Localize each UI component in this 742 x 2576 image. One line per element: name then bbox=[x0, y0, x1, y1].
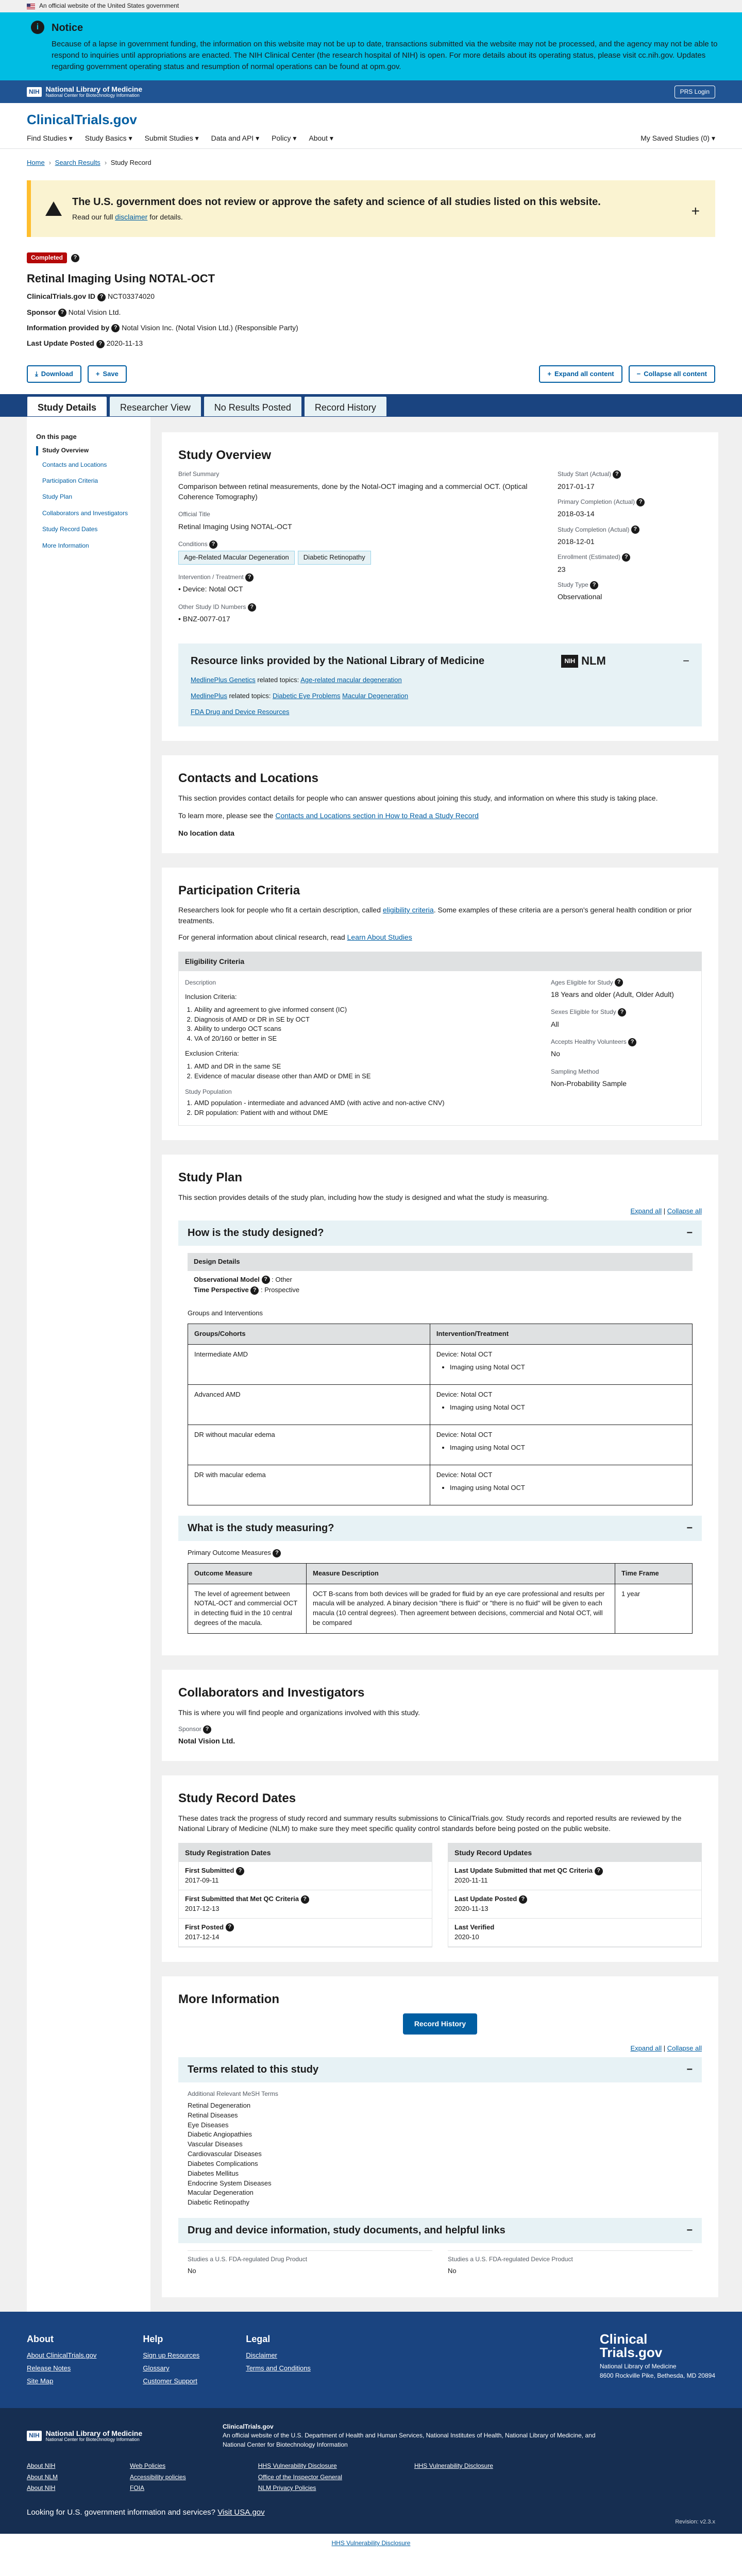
version-text: Revision: v2.3.x bbox=[675, 2519, 715, 2526]
measure-accordion[interactable]: What is the study measuring? − bbox=[178, 1516, 702, 1541]
help-icon[interactable]: ? bbox=[622, 553, 630, 562]
prs-login-button[interactable]: PRS Login bbox=[674, 86, 715, 98]
usa-gov-line: Looking for U.S. government information and services? Visit USA.gov bbox=[27, 2508, 265, 2517]
terms-accordion[interactable]: Terms related to this study − bbox=[178, 2057, 702, 2082]
footer-link[interactable]: Sign up Resources bbox=[143, 2351, 200, 2360]
brief-summary: Comparison between retinal measurements, done by the Notal-OCT imaging and a commercial OCT. (Optical Coherence Tomography) bbox=[178, 482, 528, 501]
footer-link[interactable]: FOIA bbox=[130, 2484, 145, 2492]
amd-link[interactable]: Age-related macular degeneration bbox=[300, 676, 402, 684]
record-updates: Study Record Updates Last Update Submitted that met QC Criteria ? 2020-11-11 Last Update Posted ? 2020-11-13 Last Verified 2020-10 bbox=[448, 1843, 702, 1947]
nav-study-basics[interactable]: Study Basics ▾ bbox=[85, 133, 132, 142]
help-icon[interactable]: ? bbox=[58, 309, 66, 317]
warning-icon bbox=[45, 201, 62, 216]
official-title: Retinal Imaging Using NOTAL-OCT bbox=[178, 522, 292, 531]
medlineplus-link[interactable]: MedlinePlus bbox=[191, 692, 227, 700]
nav-saved-studies[interactable]: My Saved Studies (0) ▾ bbox=[640, 133, 715, 142]
list-item: 2. Diagnosis of AMD or DR in SE by OCT bbox=[194, 1015, 535, 1025]
collab-sponsor-label: Sponsor ? bbox=[178, 1725, 702, 1734]
collab-heading: Collaborators and Investigators bbox=[178, 1686, 365, 1700]
study-meta bbox=[0, 291, 742, 348]
plan-expand-all[interactable]: Expand all bbox=[630, 1207, 662, 1215]
footer-legal-title: Legal bbox=[246, 2334, 271, 2345]
primary-label: Primary Completion (Actual) ? bbox=[558, 498, 702, 506]
status-row bbox=[0, 242, 742, 263]
footer-official-title: ClinicalTrials.gov bbox=[223, 2423, 274, 2430]
contacts-body: This section provides contact details for people who can answer questions about joining this study, and information on where this study is taking place. bbox=[178, 793, 658, 802]
download-icon: ⤓ bbox=[35, 369, 38, 378]
nlm-resources-panel bbox=[178, 643, 702, 726]
collaborators-section bbox=[162, 1670, 718, 1761]
site-title-b: Trials.gov bbox=[74, 112, 137, 128]
help-icon[interactable]: ? bbox=[96, 340, 105, 348]
official-title-label: Official Title bbox=[178, 511, 210, 518]
help-icon[interactable]: ? bbox=[273, 1549, 281, 1557]
footer-link[interactable]: Glossary bbox=[143, 2364, 170, 2372]
enroll-value: 23 bbox=[558, 565, 566, 573]
eligibility-link[interactable]: eligibility criteria bbox=[382, 906, 434, 914]
footer-link[interactable]: About ClinicalTrials.gov bbox=[27, 2351, 97, 2360]
completion-label: Study Completion (Actual) ? bbox=[558, 526, 702, 534]
contacts-heading: Contacts and Locations bbox=[178, 771, 319, 785]
study-id: NCT03374020 bbox=[107, 292, 155, 301]
table-row: DR with macular edema Device: Notal OCT • Imaging using Notal OCT bbox=[188, 1465, 693, 1505]
sidebar-item-study-plan[interactable]: Study Plan bbox=[42, 493, 73, 501]
medlineplus-genetics-link[interactable]: MedlinePlus Genetics bbox=[191, 676, 256, 684]
main-content bbox=[162, 417, 718, 2312]
list-item: Retinal Diseases bbox=[188, 2111, 238, 2119]
contacts-learn: To learn more, please see the Contacts and Locations section in How to Read a Study Record bbox=[178, 811, 479, 820]
footer-about-title: About bbox=[27, 2334, 54, 2345]
gov-banner bbox=[0, 0, 742, 12]
site-logo[interactable] bbox=[27, 110, 715, 130]
criteria-heading: Participation Criteria bbox=[178, 883, 300, 897]
sexes-value: All bbox=[551, 1020, 559, 1028]
help-icon[interactable]: ? bbox=[71, 254, 79, 262]
resources-title: Resource links provided by the National Library of Medicine bbox=[191, 655, 485, 667]
study-plan-section: Study Plan This section provides details of the study plan, including how the study is designed and what the study is measuring. Expand all | Collapse all How is the study designed? − Design Details Observational Model ? : Other Time Perspective ? : Prospective Groups and Interventions Groups/Cohorts Intervention/Treatment Intermediate AMD Device: Notal OCT • Imaging using Notal OCT Advanced AMD Device: Notal OCT • Imaging using Notal OCT DR without macular edema Device: Notal OCT • Imaging using Notal OCT DR with macular edema Device: Notal OCT • Imaging using Notal OCT What is the study measuring? − Primary Outcome Measures ? Outcome Measure Measure Description Time Frame The level of agreement between NOTAL-OCT and commercial OCT in detecting fluid in the 10 central degrees of the macula. OCT B-scans from both devices will be graded for fluid by an eye care professional and results per macula will be analyzed. A binary decision "there is fluid" or "there is no fluid" will be given to each macula (10 central degrees). Then agreement between decisions, commercial and Notal OCT, will be compared 1 year bbox=[162, 1155, 718, 1655]
nlm-logo[interactable] bbox=[27, 86, 142, 98]
sidebar-item-study-overview[interactable]: Study Overview bbox=[36, 446, 141, 455]
list-item: 3. Ability to undergo OCT scans bbox=[194, 1024, 535, 1034]
footer-link[interactable]: NLM Privacy Policies bbox=[258, 2484, 316, 2492]
help-icon[interactable]: ? bbox=[595, 1867, 603, 1875]
help-icon[interactable]: ? bbox=[226, 1923, 234, 1931]
intervention-value: • Device: Notal OCT bbox=[178, 585, 243, 594]
groups-table bbox=[188, 1324, 693, 1505]
more-info-section: More Information Record History Expand all | Collapse all Terms related to this study − Additional Relevant MeSH Terms Retinal Degeneration Retinal Diseases Eye Diseases Diabetic Angiopathies Vascular Diseases Cardiovascular Diseases Diabetes Complications Diabetes Mellitus Endocrine System Diseases Macular Degeneration Diabetic Retinopathy Drug and device information, study documents, and helpful links − Studies a U.S. FDA-regulated Drug Product No Studies a U.S. FDA-regulated Device Product No bbox=[162, 1976, 718, 2298]
collapse-icon: − bbox=[686, 2064, 693, 2076]
start-label: Study Start (Actual) ? bbox=[558, 470, 702, 479]
footer-link[interactable]: Accessibility policies bbox=[130, 2473, 186, 2481]
tab-bar bbox=[0, 394, 742, 417]
list-item: Retinal Degeneration bbox=[188, 2101, 251, 2109]
tab-study-details[interactable]: Study Details bbox=[27, 396, 107, 417]
expand-plus-icon[interactable]: + bbox=[691, 203, 700, 219]
footer-link[interactable]: About NIH bbox=[27, 2462, 56, 2470]
help-icon[interactable]: ? bbox=[618, 1008, 626, 1016]
description-label: Description bbox=[185, 978, 216, 986]
table-row: The level of agreement between NOTAL-OCT and commercial OCT in detecting fluid in the 10 central degrees of the macula. OCT B-scans from both devices will be graded for fluid by an eye care professional and results per macula will be analyzed. A binary decision "there is fluid" or "there is no fluid" will be given to each macula (10 central degrees). Then agreement between decisions, commercial and Notal OCT, will be compared 1 year bbox=[188, 1584, 693, 1633]
site-header bbox=[0, 103, 742, 130]
sexes-label: Sexes Eligible for Study ? bbox=[551, 1008, 695, 1016]
plan-intro: This section provides details of the study plan, including how the study is designed and what the study is measuring. bbox=[178, 1193, 549, 1201]
table-row: Advanced AMD Device: Notal OCT • Imaging using Notal OCT bbox=[188, 1384, 693, 1425]
tab-no-results[interactable]: No Results Posted bbox=[204, 396, 302, 417]
list-item: Diabetic Retinopathy bbox=[188, 2198, 249, 2207]
help-icon[interactable]: ? bbox=[245, 573, 254, 582]
table-row: DR without macular edema Device: Notal OCT • Imaging using Notal OCT bbox=[188, 1425, 693, 1465]
sidebar-item-contacts[interactable]: Contacts and Locations bbox=[42, 461, 107, 468]
contacts-learn-link[interactable]: Contacts and Locations section in How to Read a Study Record bbox=[275, 811, 479, 820]
criteria-intro: Researchers look for people who fit a certain description, called eligibility criteria. Some examples of these criteria are a person's general health condition or prior treatments. bbox=[178, 906, 692, 925]
info-value: Notal Vision Inc. (Notal Vision Ltd.) (Responsible Party) bbox=[122, 323, 298, 332]
type-label: Study Type ? bbox=[558, 581, 702, 589]
footer-link[interactable]: HHS Vulnerability Disclosure bbox=[414, 2462, 493, 2470]
intervention-label: Intervention / Treatment ? bbox=[178, 573, 537, 582]
nav-policy[interactable]: Policy ▾ bbox=[272, 133, 297, 142]
help-icon[interactable]: ? bbox=[636, 498, 645, 506]
help-icon[interactable]: ? bbox=[209, 540, 217, 549]
nlm-sub: National Center for Biotechnology Information bbox=[45, 92, 140, 98]
list-item: 1. Ability and agreement to give informed consent (IC) bbox=[194, 1005, 535, 1015]
more-collapse-all[interactable]: Collapse all bbox=[667, 2044, 702, 2052]
main-nav bbox=[0, 130, 742, 149]
completion-value: 2018-12-01 bbox=[558, 537, 595, 546]
us-flag-icon bbox=[27, 4, 35, 9]
drug-label: Studies a U.S. FDA-regulated Drug Product bbox=[188, 2256, 308, 2263]
help-icon[interactable]: ? bbox=[203, 1725, 211, 1734]
outcome-table bbox=[188, 1563, 693, 1634]
tab-record-history[interactable]: Record History bbox=[304, 396, 387, 417]
sampling-value: Non-Probability Sample bbox=[551, 1079, 627, 1088]
vdp-link[interactable]: HHS Vulnerability Disclosure bbox=[331, 2539, 411, 2547]
groups-label: Groups and Interventions bbox=[188, 1309, 263, 1317]
footer-link[interactable]: Disclaimer bbox=[246, 2351, 277, 2360]
save-button[interactable]: + Save bbox=[88, 365, 127, 383]
list-item: Diabetes Complications bbox=[188, 2159, 258, 2167]
criteria-general: For general information about clinical research, read Learn About Studies bbox=[178, 933, 412, 941]
list-item: Eye Diseases bbox=[188, 2121, 229, 2129]
collapse-all-button[interactable]: − Collapse all content bbox=[629, 365, 715, 383]
page-layout bbox=[0, 417, 742, 2312]
footer-link[interactable]: Web Policies bbox=[130, 2462, 166, 2470]
breadcrumb: Home › Search Results › Study Record bbox=[27, 159, 151, 167]
time-label: Time Perspective bbox=[194, 1286, 249, 1294]
list-item: Diabetes Mellitus bbox=[188, 2169, 239, 2177]
help-icon[interactable]: ? bbox=[519, 1895, 527, 1904]
list-item: Diabetic Angiopathies bbox=[188, 2130, 252, 2139]
enroll-label: Enrollment (Estimated) ? bbox=[558, 553, 702, 562]
study-overview-section bbox=[162, 432, 718, 741]
design-accordion[interactable]: How is the study designed? − bbox=[178, 1221, 702, 1246]
help-icon[interactable]: ? bbox=[97, 293, 106, 301]
more-expand-all[interactable]: Expand all bbox=[630, 2044, 662, 2052]
notice-alert bbox=[0, 12, 742, 80]
time-value: : Prospective bbox=[260, 1286, 300, 1294]
update-label: Last Update Posted bbox=[27, 339, 94, 348]
help-icon[interactable]: ? bbox=[628, 1038, 636, 1046]
disclaimer-title: The U.S. government does not review or approve the safety and science of all studies listed on this website. bbox=[72, 196, 601, 208]
update-value: 2020-11-13 bbox=[106, 339, 143, 348]
collapse-icon: − bbox=[686, 1522, 693, 1534]
drug-device-accordion[interactable]: Drug and device information, study documents, and helpful links − bbox=[178, 2218, 702, 2243]
sidebar-item-record-dates[interactable]: Study Record Dates bbox=[42, 526, 98, 533]
site-title-a: Clinical bbox=[27, 112, 75, 128]
footer-help-title: Help bbox=[143, 2334, 163, 2345]
resource-line-genetics: MedlinePlus Genetics related topics: Age-related macular degeneration bbox=[191, 676, 402, 684]
dates-heading: Study Record Dates bbox=[178, 1791, 296, 1805]
ages-value: 18 Years and older (Adult, Older Adult) bbox=[551, 990, 674, 998]
footer-link[interactable]: Site Map bbox=[27, 2377, 54, 2385]
footer-links bbox=[27, 2462, 715, 2495]
eligibility-title: Eligibility Criteria bbox=[179, 952, 701, 971]
col-timeframe: Time Frame bbox=[615, 1563, 693, 1584]
nih-logo-icon: NIH bbox=[27, 2431, 42, 2441]
col-group: Groups/Cohorts bbox=[188, 1324, 430, 1345]
nav-find-studies[interactable]: Find Studies ▾ bbox=[27, 133, 73, 142]
more-heading: More Information bbox=[178, 1992, 279, 2006]
id-label: ClinicalTrials.gov ID bbox=[27, 292, 96, 301]
footer-link[interactable]: Customer Support bbox=[143, 2377, 197, 2385]
collab-sponsor: Notal Vision Ltd. bbox=[178, 1737, 235, 1745]
footer-link[interactable]: HHS Vulnerability Disclosure bbox=[258, 2462, 337, 2470]
nlm-bar bbox=[0, 80, 742, 103]
tab-researcher-view[interactable]: Researcher View bbox=[109, 396, 201, 417]
sidebar-item-criteria[interactable]: Participation Criteria bbox=[42, 477, 98, 485]
healthy-value: No bbox=[551, 1049, 560, 1058]
nav-submit-studies[interactable]: Submit Studies ▾ bbox=[144, 133, 199, 142]
nav-about[interactable]: About ▾ bbox=[309, 133, 333, 142]
info-label: Information provided by bbox=[27, 323, 110, 332]
on-this-page-nav bbox=[27, 417, 150, 2312]
footer-top bbox=[0, 2312, 742, 2408]
disclaimer-link[interactable]: disclaimer bbox=[115, 213, 148, 222]
design-details-title: Design Details bbox=[188, 1253, 693, 1271]
device-label: Studies a U.S. FDA-regulated Device Product bbox=[448, 2256, 573, 2263]
collapse-icon[interactable]: − bbox=[683, 654, 689, 668]
footer-official-text: An official website of the U.S. Department of Health and Human Services, National Institutes of Health, National Library of Medicine, and National Center for Biotechnology Information bbox=[223, 2432, 596, 2448]
footer-brand: Clinical Trials.gov National Library of Medicine 8600 Rockville Pike, Bethesda, MD 20894 bbox=[599, 2331, 715, 2379]
usa-gov-link[interactable]: Visit USA.gov bbox=[217, 2508, 265, 2517]
list-item: 2. DR population: Patient with and without DME bbox=[194, 1108, 535, 1118]
type-value: Observational bbox=[558, 592, 602, 601]
list-item: 1. AMD and DR in the same SE bbox=[194, 1062, 535, 1072]
collapse-icon: − bbox=[686, 2225, 693, 2236]
collapse-icon: − bbox=[686, 1227, 693, 1239]
dates-intro: These dates track the progress of study record and summary results submissions to ClinicalTrials.gov. Study records and reported results are reviewed by the National Library of Medicine (NLM) to make sure they meet specific quality control standards before being posted on the public website. bbox=[178, 1814, 682, 1833]
exclusion-label: Exclusion Criteria: bbox=[185, 1049, 239, 1058]
fda-resources-link[interactable]: FDA Drug and Device Resources bbox=[191, 708, 290, 716]
nav-data-api[interactable]: Data and API ▾ bbox=[211, 133, 260, 142]
footer-link[interactable]: About NIH bbox=[27, 2484, 56, 2492]
obs-value: : Other bbox=[272, 1275, 292, 1283]
healthy-label: Accepts Healthy Volunteers ? bbox=[551, 1038, 695, 1046]
nih-logo-icon: NIH bbox=[27, 87, 42, 97]
registration-dates: Study Registration Dates First Submitted ? 2017-09-11 First Submitted that Met QC Criteria ? 2017-12-13 First Posted ? 2017-12-14 bbox=[178, 1843, 432, 1947]
macular-degeneration-link[interactable]: Macular Degeneration bbox=[342, 692, 409, 700]
breadcrumb-search[interactable]: Search Results bbox=[55, 159, 100, 167]
primary-value: 2018-03-14 bbox=[558, 510, 595, 518]
sidebar-item-collaborators[interactable]: Collaborators and Investigators bbox=[42, 509, 128, 517]
notice-body: Because of a lapse in government funding, the information on this website may not be up to date, transactions submitted via the website may not be processed, and the agency may not be able to respond to inquiries until appropriations are enacted. The NIH Clinical Center (the research hospital of NIH) is open. For more details about its operating status, please visit cc.nih.gov. Updates regarding government operating status and resumption of normal operations can be found at opm.gov. bbox=[52, 40, 718, 71]
diabetic-eye-link[interactable]: Diabetic Eye Problems bbox=[273, 692, 341, 700]
other-ids-label: Other Study ID Numbers ? bbox=[178, 603, 537, 612]
footer-link[interactable]: Office of the Inspector General bbox=[258, 2473, 342, 2481]
expand-all-button[interactable]: + Expand all content bbox=[539, 365, 622, 383]
download-button[interactable]: ⤓ Download bbox=[27, 365, 81, 383]
device-value: No bbox=[448, 2266, 457, 2275]
list-item: 1. AMD population - intermediate and advanced AMD (with active and non-active CNV) bbox=[194, 1098, 535, 1108]
help-icon[interactable]: ? bbox=[236, 1867, 244, 1875]
help-icon[interactable]: ? bbox=[590, 581, 598, 589]
col-intervention: Intervention/Treatment bbox=[430, 1324, 692, 1345]
help-icon[interactable]: ? bbox=[262, 1276, 270, 1284]
vdp-footer bbox=[0, 2539, 742, 2548]
overview-heading: Study Overview bbox=[178, 448, 272, 463]
help-icon[interactable]: ? bbox=[248, 603, 256, 612]
nlm-name: National Library of Medicine bbox=[45, 85, 143, 94]
learn-about-studies-link[interactable]: Learn About Studies bbox=[347, 933, 412, 941]
collab-intro: This is where you will find people and organizations involved with this study. bbox=[178, 1708, 420, 1717]
sampling-label: Sampling Method bbox=[551, 1067, 599, 1075]
help-icon[interactable]: ? bbox=[631, 526, 639, 534]
disclaimer-alert bbox=[27, 180, 715, 237]
contacts-section bbox=[162, 755, 718, 853]
list-item: 2. Evidence of macular disease other than AMD or DME in SE bbox=[194, 1072, 535, 1081]
list-item: Vascular Diseases bbox=[188, 2140, 243, 2148]
list-item: Cardiovascular Diseases bbox=[188, 2150, 262, 2158]
population-label: Study Population bbox=[185, 1088, 232, 1095]
notice-title: Notice bbox=[52, 22, 83, 33]
minus-icon: − bbox=[636, 369, 641, 378]
obs-label: Observational Model bbox=[194, 1275, 260, 1283]
help-icon[interactable]: ? bbox=[250, 1286, 259, 1295]
inclusion-label: Inclusion Criteria: bbox=[185, 992, 237, 1001]
col-outcome: Outcome Measure bbox=[188, 1563, 307, 1584]
gov-banner-text: An official website of the United States government bbox=[39, 2, 179, 10]
list-item: 4. VA of 20/160 or better in SE bbox=[194, 1034, 535, 1044]
info-icon: i bbox=[31, 21, 44, 34]
breadcrumb-home[interactable]: Home bbox=[27, 159, 45, 167]
page-title: Retinal Imaging Using NOTAL-OCT bbox=[27, 272, 215, 285]
footer-link[interactable]: About NLM bbox=[27, 2473, 58, 2481]
sidebar-title: On this page bbox=[36, 433, 77, 441]
action-row bbox=[0, 354, 742, 395]
start-value: 2017-01-17 bbox=[558, 482, 595, 490]
condition-tag[interactable]: Diabetic Retinopathy bbox=[298, 551, 371, 565]
resource-line-medlineplus: MedlinePlus related topics: Diabetic Eye Problems Macular Degeneration bbox=[191, 692, 409, 700]
sidebar-item-more-info[interactable]: More Information bbox=[42, 541, 89, 549]
record-dates-section bbox=[162, 1775, 718, 1962]
plus-icon: + bbox=[547, 369, 552, 378]
nlm-logo-icon: NIH NLM bbox=[561, 653, 605, 669]
drug-value: No bbox=[188, 2266, 196, 2275]
no-location: No location data bbox=[178, 829, 234, 838]
conditions-label: Conditions ? bbox=[178, 540, 537, 549]
mesh-label: Additional Relevant MeSH Terms bbox=[188, 2090, 278, 2098]
list-item: Macular Degeneration bbox=[188, 2189, 254, 2197]
sponsor-label: Sponsor bbox=[27, 308, 56, 316]
table-row: Intermediate AMD Device: Notal OCT • Imaging using Notal OCT bbox=[188, 1344, 693, 1384]
footer-bottom bbox=[0, 2408, 742, 2534]
other-ids-value: • BNZ-0077-017 bbox=[178, 615, 230, 623]
help-icon[interactable]: ? bbox=[615, 978, 623, 987]
col-description: Measure Description bbox=[307, 1563, 615, 1584]
help-icon[interactable]: ? bbox=[301, 1895, 309, 1904]
eligibility-box bbox=[178, 952, 702, 1126]
breadcrumb-current: Study Record bbox=[110, 159, 151, 167]
participation-section bbox=[162, 868, 718, 1140]
record-history-button[interactable]: Record History bbox=[403, 2013, 477, 2034]
plan-heading: Study Plan bbox=[178, 1170, 243, 1184]
plan-collapse-all[interactable]: Collapse all bbox=[667, 1207, 702, 1215]
help-icon[interactable]: ? bbox=[111, 324, 120, 332]
list-item: Endocrine System Diseases bbox=[188, 2179, 272, 2187]
sponsor-value: Notal Vision Ltd. bbox=[68, 308, 121, 316]
footer-link[interactable]: Release Notes bbox=[27, 2364, 71, 2372]
footer-nlm-logo[interactable]: NIH National Library of Medicine National Center for Biotechnology Information bbox=[27, 2422, 202, 2449]
plus-icon: + bbox=[95, 369, 100, 378]
footer-link[interactable]: Terms and Conditions bbox=[246, 2364, 311, 2372]
disclaimer-body: Read our full disclaimer for details. bbox=[72, 213, 183, 222]
condition-tag[interactable]: Age-Related Macular Degeneration bbox=[178, 551, 295, 565]
primary-outcome-label: Primary Outcome Measures ? bbox=[188, 1548, 693, 1558]
help-icon[interactable]: ? bbox=[613, 470, 621, 479]
status-badge: Completed bbox=[27, 252, 67, 263]
ages-label: Ages Eligible for Study ? bbox=[551, 978, 695, 987]
brief-label: Brief Summary bbox=[178, 470, 220, 478]
